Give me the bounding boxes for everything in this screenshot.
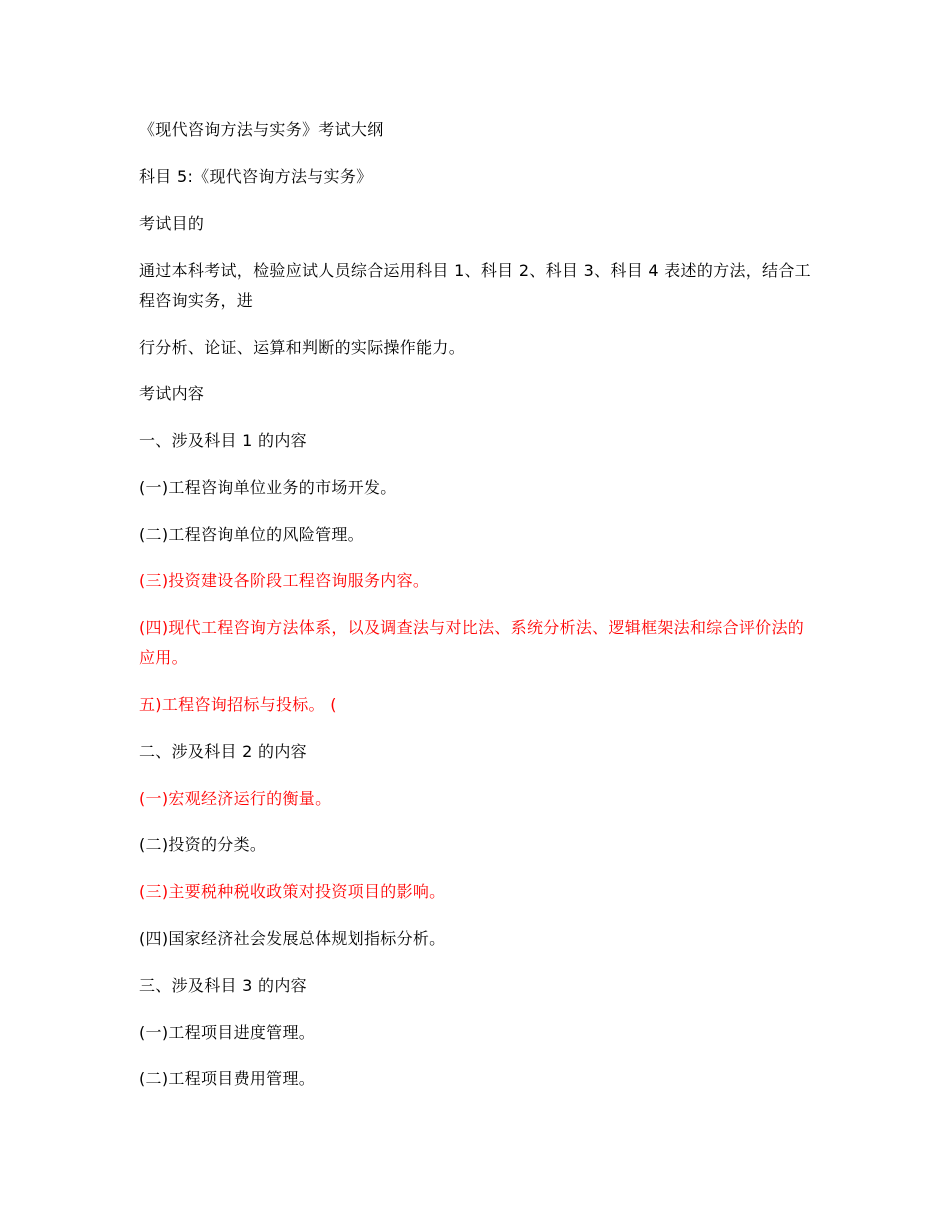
section1-item-2: (二)工程咨询单位的风险管理。: [139, 525, 364, 544]
purpose-heading: 考试目的: [139, 214, 205, 233]
section2-heading: 二、涉及科目 2 的内容: [139, 742, 307, 761]
section1-heading: 一、涉及科目 1 的内容: [139, 431, 307, 450]
section3-item-1: (一)工程项目进度管理。: [139, 1023, 316, 1042]
section1-item-4: (四)现代工程咨询方法体系，以及调查法与对比法、系统分析法、逻辑框架法和综合评价法的应用。: [139, 618, 805, 667]
document-title: 《现代咨询方法与实务》考试大纲: [139, 120, 384, 139]
purpose-text-1: 通过本科考试，检验应试人员综合运用科目 1、科目 2、科目 3、科目 4 表述的方法，结合工程咨询实务，进: [139, 261, 811, 310]
section3-item-2: (二)工程项目费用管理。: [139, 1069, 316, 1088]
section2-item-4: (四)国家经济社会发展总体规划指标分析。: [139, 929, 446, 948]
section2-item-3: (三)主要税种税收政策对投资项目的影响。: [139, 882, 446, 901]
purpose-text-2: 行分析、论证、运算和判断的实际操作能力。: [139, 338, 466, 357]
section1-item-5: 五)工程咨询招标与投标。 (: [139, 695, 337, 714]
content-heading: 考试内容: [139, 384, 205, 403]
section1-item-3: (三)投资建设各阶段工程咨询服务内容。: [139, 571, 430, 590]
section3-heading: 三、涉及科目 3 的内容: [139, 976, 307, 995]
section2-item-1: (一)宏观经济运行的衡量。: [139, 789, 332, 808]
section2-item-2: (二)投资的分类。: [139, 835, 267, 854]
section1-item-1: (一)工程咨询单位业务的市场开发。: [139, 478, 397, 497]
subject-line: 科目 5:《现代咨询方法与实务》: [139, 167, 373, 186]
